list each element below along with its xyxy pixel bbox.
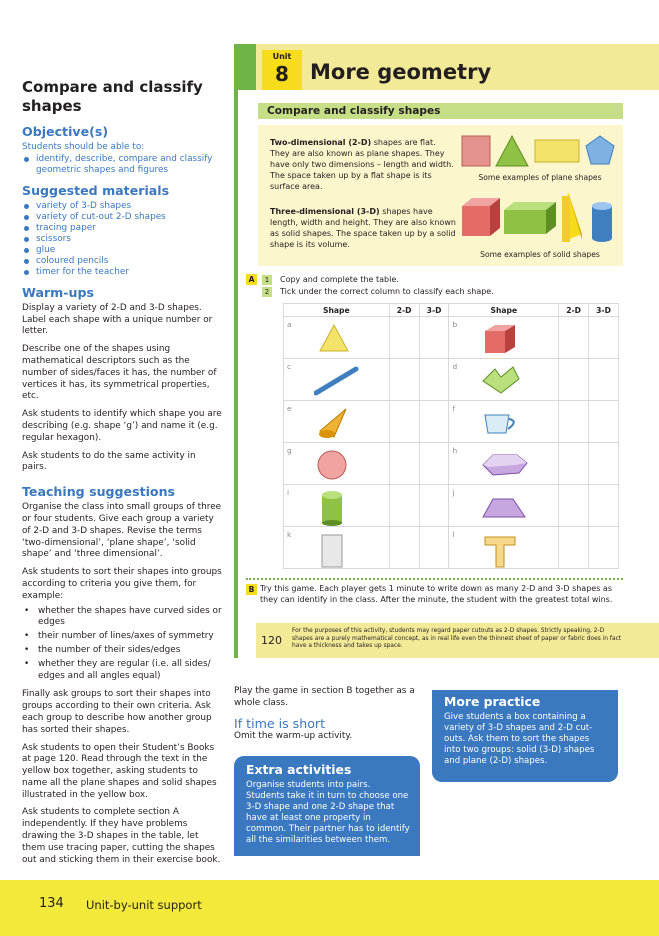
warmup-paragraph: Ask students to identify which shape you are describing (e.g. shape ‘g’) and name it (e.g. regular hexagon). bbox=[22, 409, 222, 443]
line-segment-icon bbox=[314, 363, 364, 397]
short-text: Omit the warm-up activity. bbox=[234, 731, 353, 742]
table-row: g h bbox=[284, 443, 619, 485]
table-row: e f bbox=[284, 401, 619, 443]
hexagonal-prism-icon bbox=[479, 447, 531, 481]
cylinder-icon bbox=[592, 234, 612, 242]
teacher-notes-column bbox=[22, 78, 222, 872]
warmup-paragraph: Describe one of the shapes using mathematical descriptors such as the number of sides/faces it has, the number of vertices it has, its symmetrical properties, etc. bbox=[22, 344, 217, 402]
plane-caption: Some examples of plane shapes bbox=[478, 173, 602, 182]
rectangle-icon bbox=[535, 140, 579, 162]
two-d-term: Two-dimensional (2-D) bbox=[270, 138, 372, 147]
unit-title: More geometry bbox=[310, 60, 492, 84]
materials-list bbox=[22, 201, 222, 278]
criteria-item: • the number of their sides/edges bbox=[22, 645, 222, 657]
triangle-icon bbox=[314, 321, 354, 355]
unit-color-strip bbox=[234, 44, 256, 90]
warmup-paragraph: Ask students to do the same activity in pairs. bbox=[22, 450, 196, 473]
extra-text: Organise students into pairs. Students take it in turn to choose one 3-D shape and one 2-D shape that have at least one property in common. Their partner has to identify all the similarities between them. bbox=[246, 780, 410, 845]
square-icon bbox=[462, 136, 490, 166]
middle-notes bbox=[234, 686, 424, 743]
material-item: glue bbox=[22, 245, 222, 256]
teaching-paragraph: Finally ask groups to sort their shapes into groups according to their own criteria. Ask each group to describe how another group has sorted their shapes. bbox=[22, 689, 212, 735]
more-heading: More practice bbox=[444, 694, 541, 709]
section-a-tab: A bbox=[246, 274, 257, 285]
objective-item: identify, describe, compare and classify geometric shapes and figures bbox=[22, 154, 222, 176]
material-item: timer for the teacher bbox=[22, 267, 222, 278]
warmups-heading: Warm-ups bbox=[22, 284, 94, 300]
criteria-item: • their number of lines/axes of symmetry bbox=[22, 631, 222, 643]
teaching-paragraph: Ask students to open their Student’s Books at page 120. Read through the text in the yellow box together, asking students to name all the plane shapes and solid shapes illustrated in the yellow box. bbox=[22, 742, 217, 800]
criteria-item: • whether the shapes have curved sides or edges bbox=[22, 606, 222, 630]
three-d-term: Three-dimensional (3-D) bbox=[270, 207, 380, 216]
section-title: Compare and classify shapes bbox=[258, 103, 623, 119]
shape-table bbox=[283, 303, 619, 569]
materials-heading: Suggested materials bbox=[22, 182, 170, 198]
book-page-number: 120 bbox=[261, 634, 282, 647]
play-text: Play the game in section B together as a whole class. bbox=[234, 686, 415, 708]
teacher-note: For the purposes of this activity, students may regard paper cutouts as 2-D shapes. Strictly speaking, 2-D shapes are a purely mathematical concept, as in real life even the thinnest sheet of paper or fabric does in fact have a thickness and takes up space. bbox=[292, 628, 622, 650]
extra-activities-box bbox=[234, 756, 420, 856]
material-item: scissors bbox=[22, 234, 222, 245]
solid-shapes-illustration bbox=[458, 190, 618, 246]
material-item: tracing paper bbox=[22, 223, 222, 234]
cylinder-icon bbox=[314, 489, 354, 527]
material-item: variety of cut-out 2-D shapes bbox=[22, 212, 222, 223]
criteria-list bbox=[22, 606, 222, 683]
unit-number: 8 bbox=[275, 62, 289, 86]
unit-label: Unit bbox=[272, 52, 292, 61]
short-heading: If time is short bbox=[234, 715, 326, 731]
rectangle-icon bbox=[314, 531, 354, 569]
plane-shapes-illustration bbox=[460, 132, 620, 172]
circle-icon bbox=[314, 447, 354, 483]
three-d-definition: Three-dimensional (3-D) shapes have length, width and height. They are also known as solid shapes. The space taken up by a solid shape is its volume. bbox=[270, 207, 456, 249]
lesson-title: Compare and classify shapes bbox=[22, 78, 203, 115]
table-header-row: Shape 2-D 3-D Shape 2-D 3-D bbox=[284, 304, 619, 317]
triangle-icon bbox=[496, 136, 528, 166]
cube-icon bbox=[479, 321, 519, 357]
material-item: coloured pencils bbox=[22, 256, 222, 267]
prism-icon bbox=[562, 196, 570, 242]
cup-icon bbox=[479, 405, 523, 439]
table-row: c d bbox=[284, 359, 619, 401]
pentagon-icon bbox=[586, 136, 614, 164]
dotted-divider bbox=[246, 578, 623, 580]
trapezium-icon bbox=[479, 489, 531, 523]
question-2: 2 Tick under the correct column to classify each shape. bbox=[262, 287, 494, 297]
footer-label: Unit-by-unit support bbox=[86, 898, 202, 912]
more-practice-box bbox=[432, 690, 618, 782]
section-b-tab: B bbox=[246, 584, 257, 595]
objective-intro: Students should be able to: bbox=[22, 142, 145, 152]
teaching-paragraph: Ask students to sort their shapes into groups according to criteria you give them, for example: bbox=[22, 567, 222, 601]
material-item: variety of 3-D shapes bbox=[22, 201, 222, 212]
unit-badge bbox=[262, 50, 302, 90]
teaching-paragraph: Ask students to complete section A independently. If they have problems drawing the 3-D shapes in the table, let them use tracing paper, cutting the shapes out and sticking them in their exercise book. bbox=[22, 807, 221, 865]
objective-list bbox=[22, 154, 222, 176]
table-row: a b bbox=[284, 317, 619, 359]
question-1: 1 Copy and complete the table. bbox=[262, 275, 399, 285]
table-row: k l bbox=[284, 527, 619, 569]
criteria-item: • whether they are regular (i.e. all sides/ edges and all angles equal) bbox=[22, 659, 222, 683]
warmup-paragraph: Display a variety of 2-D and 3-D shapes. Label each shape with a unique number or letter. bbox=[22, 302, 213, 337]
footer-page-number: 134 bbox=[39, 896, 64, 911]
irregular-polygon-icon bbox=[479, 363, 523, 397]
section-b-text: Try this game. Each player gets 1 minute to write down as many 2-D and 3-D shapes as they can identify in the class. After the minute, the student with the greatest total wins. bbox=[260, 584, 613, 604]
objective-heading: Objective(s) bbox=[22, 124, 109, 139]
table-row: i j bbox=[284, 485, 619, 527]
solid-caption: Some examples of solid shapes bbox=[480, 250, 600, 259]
extra-heading: Extra activities bbox=[246, 762, 352, 777]
cone-icon bbox=[314, 405, 354, 441]
two-d-definition: Two-dimensional (2-D) shapes are flat. They are also known as plane shapes. They have only two dimensions – length and width. The space taken up by a flat shape is its surface area. bbox=[270, 138, 454, 191]
teaching-heading: Teaching suggestions bbox=[22, 484, 176, 500]
page-side-strip bbox=[234, 90, 238, 658]
more-text: Give students a box containing a variety of 3-D shapes and 2-D cut-outs. Ask them to sort the shapes into two groups: solid (3-D) shapes and plane (2-D) shapes. bbox=[444, 712, 595, 766]
teaching-paragraph: Organise the class into small groups of three or four students. Give each group a variety of 2-D and 3-D shapes. Revise the terms ‘two-dimensional’, ‘plane shape’, ‘solid shape’ and ‘three dimensional’. bbox=[22, 502, 222, 560]
t-shape-icon bbox=[479, 531, 523, 569]
